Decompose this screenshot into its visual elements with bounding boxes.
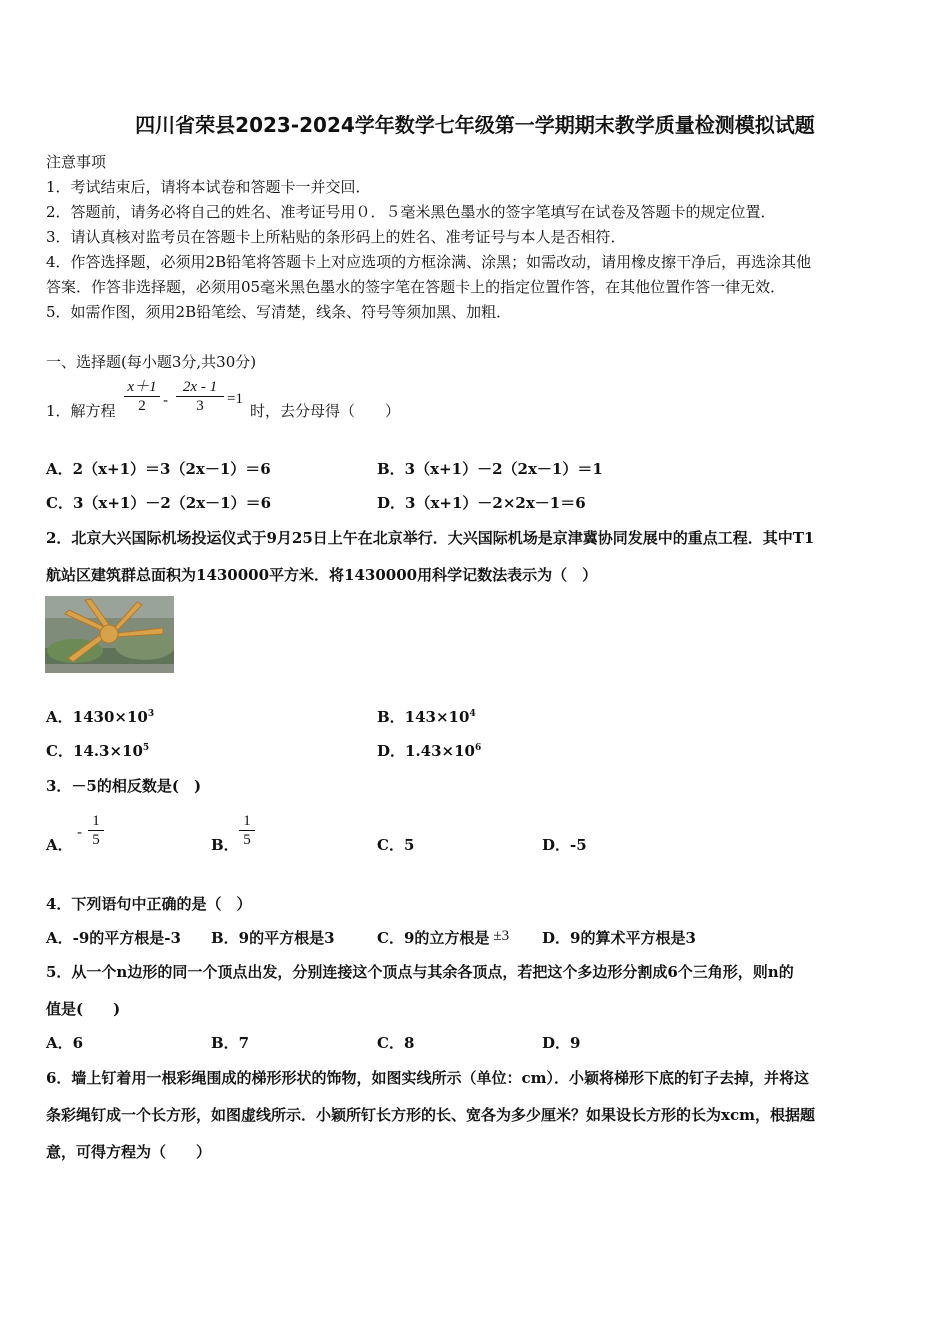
q4-option-c: [377, 928, 509, 949]
q2-option-b-exp: 4: [469, 709, 476, 719]
q3-option-c: C．5: [377, 836, 415, 854]
section-heading: 一、选择题(每小题3分,共30分): [46, 353, 257, 371]
q2-option-b-base: B．143×10: [377, 708, 470, 726]
q3-option-a-label: A．: [46, 836, 73, 854]
q4-text: 4．下列语句中正确的是（ ）: [46, 895, 252, 913]
q1-frac1-num: x＋1: [124, 378, 160, 397]
q2-option-d: [377, 741, 481, 761]
q3-option-d: D．-5: [542, 836, 587, 854]
q2-option-c: [46, 741, 149, 761]
q5-option-b: B．7: [211, 1034, 250, 1052]
q1-fraction-2: [176, 378, 224, 415]
q5-line1: 5．从一个n边形的同一个顶点出发，分别连接这个顶点与其余各顶点，若把这个多边形分割成6个三角形，则n的: [46, 963, 794, 981]
notice-item: 2．答题前，请务必将自己的姓名、准考证号用０．５毫米黑色墨水的签字笔填写在试卷及答题卡的规定位置．: [46, 203, 776, 221]
q5-option-c: C．8: [377, 1034, 415, 1052]
q1-prefix: 1．解方程: [46, 402, 116, 420]
q3-text: 3．－5的相反数是( ): [46, 777, 202, 795]
q6-line3: 意，可得方程为（ ）: [46, 1143, 212, 1161]
q1-option-b: B．3（x+1）－2（2x－1）＝1: [377, 460, 603, 478]
q3-b-den: 5: [243, 832, 251, 848]
q4-option-b: B．9的平方根是3: [211, 929, 335, 947]
page-title: 四川省荣县2023-2024学年数学七年级第一学期期末教学质量检测模拟试题: [135, 113, 815, 137]
q1-equals: =1: [227, 391, 243, 407]
q3-option-b-label: B．: [211, 836, 239, 854]
q3-a-num: 1: [88, 812, 104, 831]
q2-line1: 2．北京大兴国际机场投运仪式于9月25日上午在北京举行．大兴国际机场是京津冀协同发展中的重点工程．其中T1: [46, 529, 815, 547]
q3-option-b-fraction: [239, 812, 255, 849]
notice-item: 4．作答选择题，必须用2B铅笔将答题卡上对应选项的方框涂满、涂黑；如需改动，请用橡皮擦干净后，再选涂其他: [46, 253, 812, 271]
q2-option-b: [377, 707, 476, 727]
q2-option-d-exp: 6: [474, 743, 482, 753]
q5-option-a: A．6: [46, 1034, 84, 1052]
q3-option-a-sign: -: [77, 823, 83, 841]
q2-line2: 航站区建筑群总面积为1430000平方米．将1430000用科学记数法表示为（ ）: [46, 566, 598, 584]
q1-suffix: 时，去分母得（ ）: [250, 402, 401, 420]
q1-frac2-num: 2x - 1: [176, 378, 224, 397]
q1-fraction-1: [124, 378, 160, 415]
q4-option-a: A．-9的平方根是-3: [46, 929, 181, 947]
q2-option-a-base: A．1430×10: [46, 708, 148, 726]
q4-option-d: D．9的算术平方根是3: [542, 929, 696, 947]
q4-option-c-symbol: ±3: [493, 928, 510, 944]
q2-option-d-base: D．1.43×10: [377, 742, 475, 760]
q1-minus: -: [163, 391, 169, 409]
q1-option-d: D．3（x+1）－2×2x－1＝6: [377, 494, 586, 512]
q2-option-c-exp: 5: [142, 743, 150, 753]
airport-photo: [45, 596, 174, 673]
q4-option-c-text: C．9的立方根是: [377, 929, 490, 947]
q1-option-a: A．2（x+1）＝3（2x－1）＝6: [46, 460, 271, 478]
notice-item: 5．如需作图，须用2B铅笔绘、写清楚，线条、符号等须加黑、加粗．: [46, 303, 512, 321]
q6-line2: 条彩绳钉成一个长方形，如图虚线所示．小颖所钉长方形的长、宽各为多少厘米？如果设长方形的长为xcm，根据题: [46, 1106, 815, 1124]
q3-option-a-fraction: [88, 812, 104, 849]
q5-line2: 值是( ): [46, 1000, 121, 1018]
q1-frac2-den: 3: [196, 398, 204, 414]
q2-option-a-exp: 3: [147, 709, 155, 719]
q3-a-den: 5: [92, 832, 100, 848]
notice-item: 1．考试结束后，请将本试卷和答题卡一并交回．: [46, 178, 371, 196]
q2-option-c-base: C．14.3×10: [46, 742, 143, 760]
q5-option-d: D．9: [542, 1034, 581, 1052]
notice-item: 3．请认真核对监考员在答题卡上所粘贴的条形码上的姓名、准考证号与本人是否相符．: [46, 228, 626, 246]
notice-heading: 注意事项: [46, 153, 107, 171]
notice-item: 答案．作答非选择题，必须用05毫米黑色墨水的签字笔在答题卡上的指定位置作答，在其他位置作答一律无效．: [46, 278, 786, 296]
q1-option-c: C．3（x+1）－2（2x－1）＝6: [46, 494, 272, 512]
q3-b-num: 1: [239, 812, 255, 831]
q6-line1: 6．墙上钉着用一根彩绳围成的梯形形状的饰物，如图实线所示（单位：cm）．小颖将梯形下底的钉子去掉，并将这: [46, 1069, 809, 1087]
q2-option-a: [46, 707, 154, 727]
q1-frac1-den: 2: [138, 398, 146, 414]
